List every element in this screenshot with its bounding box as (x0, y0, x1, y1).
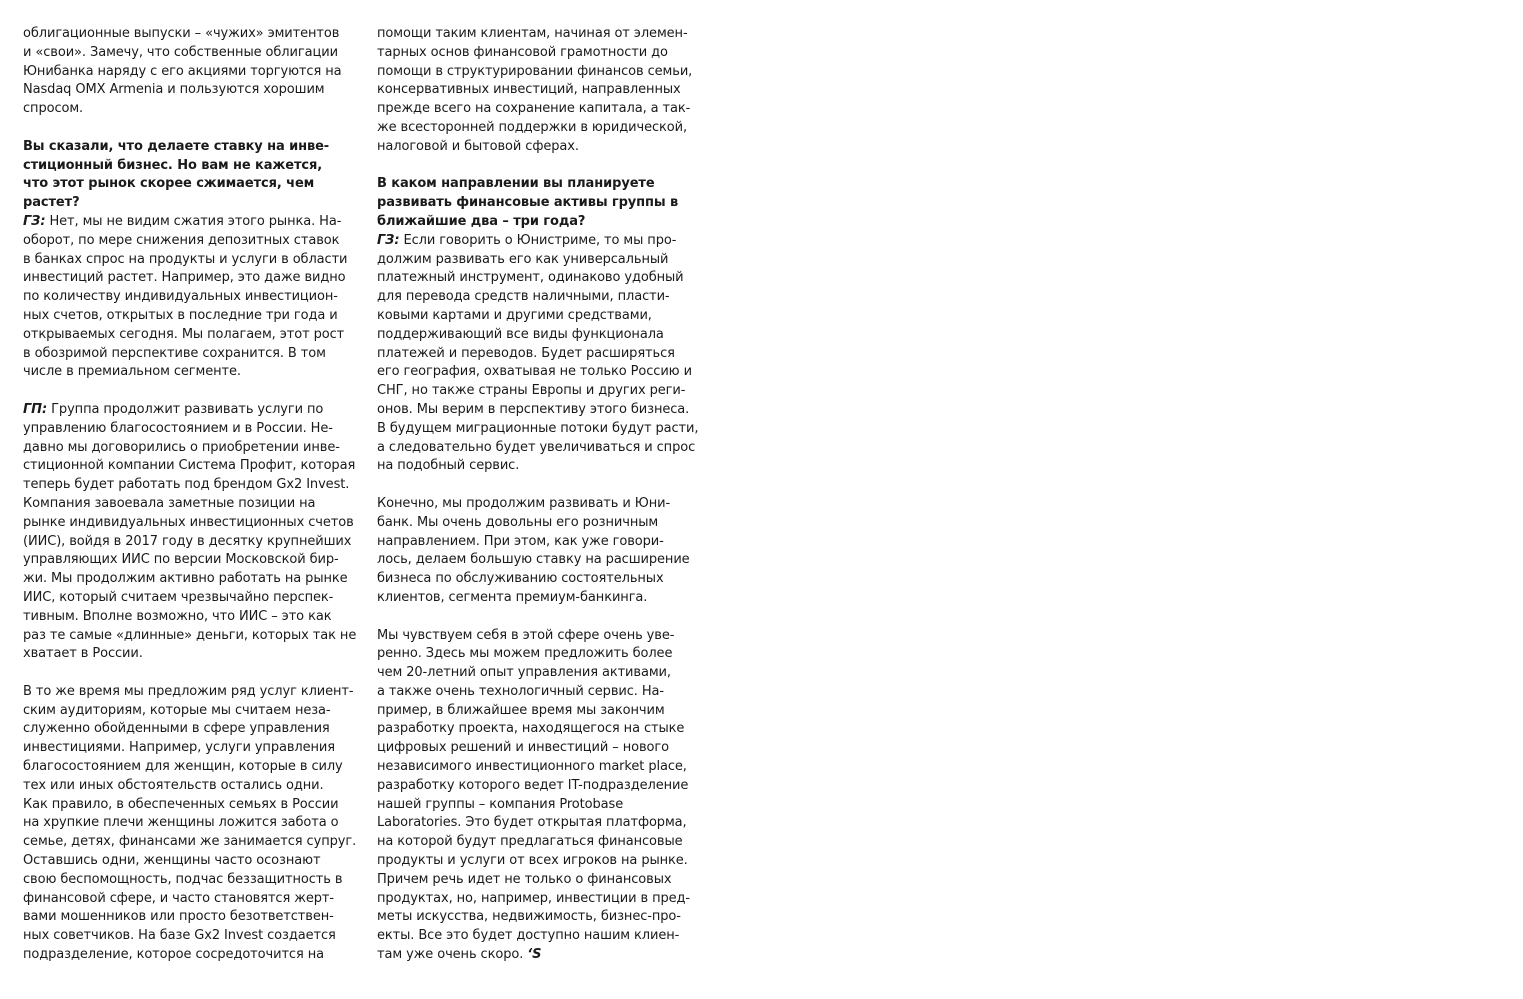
text-line: онов. Мы верим в перспективу этого бизнеса. (377, 401, 690, 417)
question-line: Вы сказали, что делаете ставку на инве- (23, 138, 330, 154)
text-line: клиентов, сегмента премиум-банкинга. (377, 589, 648, 605)
text-line: ковыми картами и другими средствами, (377, 307, 652, 323)
text-line (23, 401, 353, 420)
text-line: благосостоянием для женщин, которые в силу (23, 759, 343, 775)
text-line: независимого инвестиционного market place, (377, 759, 687, 775)
text-line (377, 946, 697, 965)
text-line: на хрупкие плечи женщины ложится забота о (23, 815, 339, 831)
paragraph-client-help (377, 25, 697, 157)
text-line: его география, охватывая не только Россию и (377, 364, 692, 380)
text-line: рынке индивидуальных инвестиционных счетов (23, 514, 354, 530)
text-line: а следовательно будет увеличиваться и спрос (377, 439, 696, 455)
speaker-label: ГЗ: (23, 213, 46, 229)
answer-text: Нет, мы не видим сжатия этого рынка. На- (45, 213, 342, 229)
text-line: прежде всего на сохранение капитала, а так- (377, 101, 691, 117)
text-line: свою беспомощность, подчас беззащитность в (23, 871, 343, 887)
interview-question-financial-assets (377, 175, 697, 231)
text-line: екты. Все это будет доступно нашим клиен- (377, 928, 680, 944)
article-column-left (23, 25, 357, 965)
text-line: В будущем миграционные потоки будут расти, (377, 420, 699, 436)
text-line: спросом. (23, 101, 84, 117)
text-line: тивным. Вполне возможно, что ИИС – это как (23, 608, 332, 624)
text-line: ским аудиториям, которые мы считаем неза- (23, 702, 331, 718)
text-line: пример, в ближайшее время мы закончим (377, 702, 665, 718)
text-line: числе в премиальном сегменте. (23, 364, 241, 380)
text-line: Nasdaq OMX Armenia и пользуются хорошим (23, 82, 325, 98)
text-line: ных советчиков. На базе Gx2 Invest создается (23, 928, 336, 944)
text-line: подразделение, которое сосредоточится на (23, 947, 324, 963)
text-line: Как правило, в обеспеченных семьях в России (23, 796, 339, 812)
text-line: облигационные выпуски – «чужих» эмитентов (23, 26, 340, 41)
text-line: в банках спрос на продукты и услуги в области (23, 251, 348, 267)
text-line: а также очень технологичный сервис. На- (377, 683, 664, 699)
paragraph-marketplace (377, 627, 697, 965)
answer-gz-unistream (377, 232, 697, 476)
text-line: лось, делаем большую ставку на расширение (377, 552, 690, 568)
text-line: продуктах, но, например, инвестиции в пред- (377, 890, 691, 906)
text-line: Юнибанка наряду с его акциями торгуются на (23, 63, 342, 79)
text-line: оборот, по мере снижения депозитных ставок (23, 232, 340, 248)
text-line: меты искусства, недвижимость, бизнес-про- (377, 909, 681, 925)
text-line: В то же время мы предложим ряд услуг клиент- (23, 683, 354, 699)
text-line: хватает в России. (23, 646, 143, 662)
paragraph-unibank (377, 495, 697, 608)
article-column-right (377, 25, 697, 965)
text-line: чем 20-летний опыт управления активами, (377, 665, 671, 681)
text-line: на подобный сервис. (377, 458, 520, 474)
question-line: стиционный бизнес. Но вам не кажется, (23, 157, 323, 173)
paragraph-bonds-intro (23, 25, 353, 119)
text-line: жи. Мы продолжим активно работать на рынке (23, 571, 348, 587)
text-line: финансовой сфере, и часто становятся жерт- (23, 890, 334, 906)
text-line (377, 232, 697, 251)
text-line: помощи в структурировании финансов семьи, (377, 63, 693, 79)
question-line: растет? (23, 195, 80, 211)
text-line: давно мы договорились о приобретении инве- (23, 439, 340, 455)
text-line: Конечно, мы продолжим развивать и Юни- (377, 495, 671, 511)
text-line: ИИС, который считаем чрезвычайно перспек- (23, 589, 334, 605)
text-line: СНГ, но также страны Европы и других реги- (377, 383, 686, 399)
speaker-label: ГП: (23, 401, 48, 417)
text-line: открываемых сегодня. Мы полагаем, этот рост (23, 326, 345, 342)
text-line: Мы чувствуем себя в этой сфере очень уве- (377, 627, 675, 643)
text-line: теперь будет работать под брендом Gx2 Invest. (23, 477, 350, 493)
text-line: на которой будут предлагаться финансовые (377, 834, 683, 850)
question-line: развивать финансовые активы группы в (377, 195, 679, 211)
answer-gz-market (23, 213, 353, 382)
text-line: (ИИС), войдя в 2017 году в десятку крупнейших (23, 533, 352, 549)
text-line: тарных основ финансовой грамотности до (377, 44, 668, 60)
closing-text: там уже очень скоро. (377, 947, 528, 963)
text-line: в обозримой перспективе сохранится. В том (23, 345, 326, 361)
text-line: для перевода средств наличными, пласти- (377, 289, 670, 305)
text-line: тех или иных обстоятельств остались одни. (23, 777, 324, 793)
text-line: банк. Мы очень довольны его розничным (377, 514, 659, 530)
text-line: нашей группы – компания Protobase (377, 796, 624, 812)
text-line: поддерживающий все виды функционала (377, 326, 664, 342)
text-line: служенно обойденными в сфере управления (23, 721, 330, 737)
article-end-mark: ‘S (527, 947, 542, 963)
text-line: бизнеса по обслуживанию состоятельных (377, 571, 664, 587)
text-line: налоговой и бытовой сферах. (377, 138, 579, 154)
text-line (23, 213, 353, 232)
text-line: Причем речь идет не только о финансовых (377, 871, 672, 887)
question-line: В каком направлении вы планируете (377, 176, 655, 192)
text-line: консервативных инвестиций, направленных (377, 82, 681, 98)
text-line: стиционной компании Система Профит, которая (23, 458, 356, 474)
text-line: разработку проекта, находящегося на стыке (377, 721, 685, 737)
text-line: по количеству индивидуальных инвестицион- (23, 289, 338, 305)
text-line: управляющих ИИС по версии Московской бир- (23, 552, 339, 568)
answer-text: Если говорить о Юнистриме, то мы про- (399, 232, 677, 248)
text-line: Оставшись одни, женщины часто осознают (23, 853, 321, 869)
answer-text: Группа продолжит развивать услуги по (47, 401, 324, 417)
text-line: платежей и переводов. Будет расширяться (377, 345, 675, 361)
text-line: ренно. Здесь мы можем предложить более (377, 646, 673, 662)
text-line: инвестиций растет. Например, это даже видно (23, 270, 346, 286)
speaker-label: ГЗ: (377, 232, 400, 248)
text-line: инвестициями. Например, услуги управления (23, 740, 335, 756)
text-line: должим развивать его как универсальный (377, 251, 669, 267)
paragraph-women-services (23, 683, 357, 965)
text-line: платежный инструмент, одинаково удобный (377, 270, 684, 286)
text-line: помощи таким клиентам, начиная от элемен- (377, 26, 688, 41)
question-line: ближайшие два – три года? (377, 213, 586, 229)
text-line: направлением. При этом, как уже говори- (377, 533, 664, 549)
text-line: Компания завоевала заметные позиции на (23, 495, 316, 511)
text-line: раз те самые «длинные» деньги, которых так не (23, 627, 357, 643)
interview-question-investment-market (23, 138, 353, 213)
text-line: разработку которого ведет IT-подразделение (377, 777, 689, 793)
text-line: цифровых решений и инвестиций – нового (377, 740, 669, 756)
text-line: управлению благосостоянием и в России. Не- (23, 420, 333, 436)
text-line: и «свои». Замечу, что собственные облигации (23, 44, 338, 60)
text-line: ных счетов, открытых в последние три года и (23, 307, 338, 323)
text-line: семье, детях, финансами же занимается супруг. (23, 834, 357, 850)
text-line: Laboratories. Это будет открытая платформа, (377, 815, 687, 831)
text-line: продукты и услуги от всех игроков на рынке. (377, 853, 688, 869)
answer-gp-wealth-management (23, 401, 357, 664)
text-line: же всесторонней поддержки в юридической, (377, 119, 688, 135)
text-line: вами мошенников или просто безответствен- (23, 909, 334, 925)
question-line: что этот рынок скорее сжимается, чем (23, 176, 315, 192)
